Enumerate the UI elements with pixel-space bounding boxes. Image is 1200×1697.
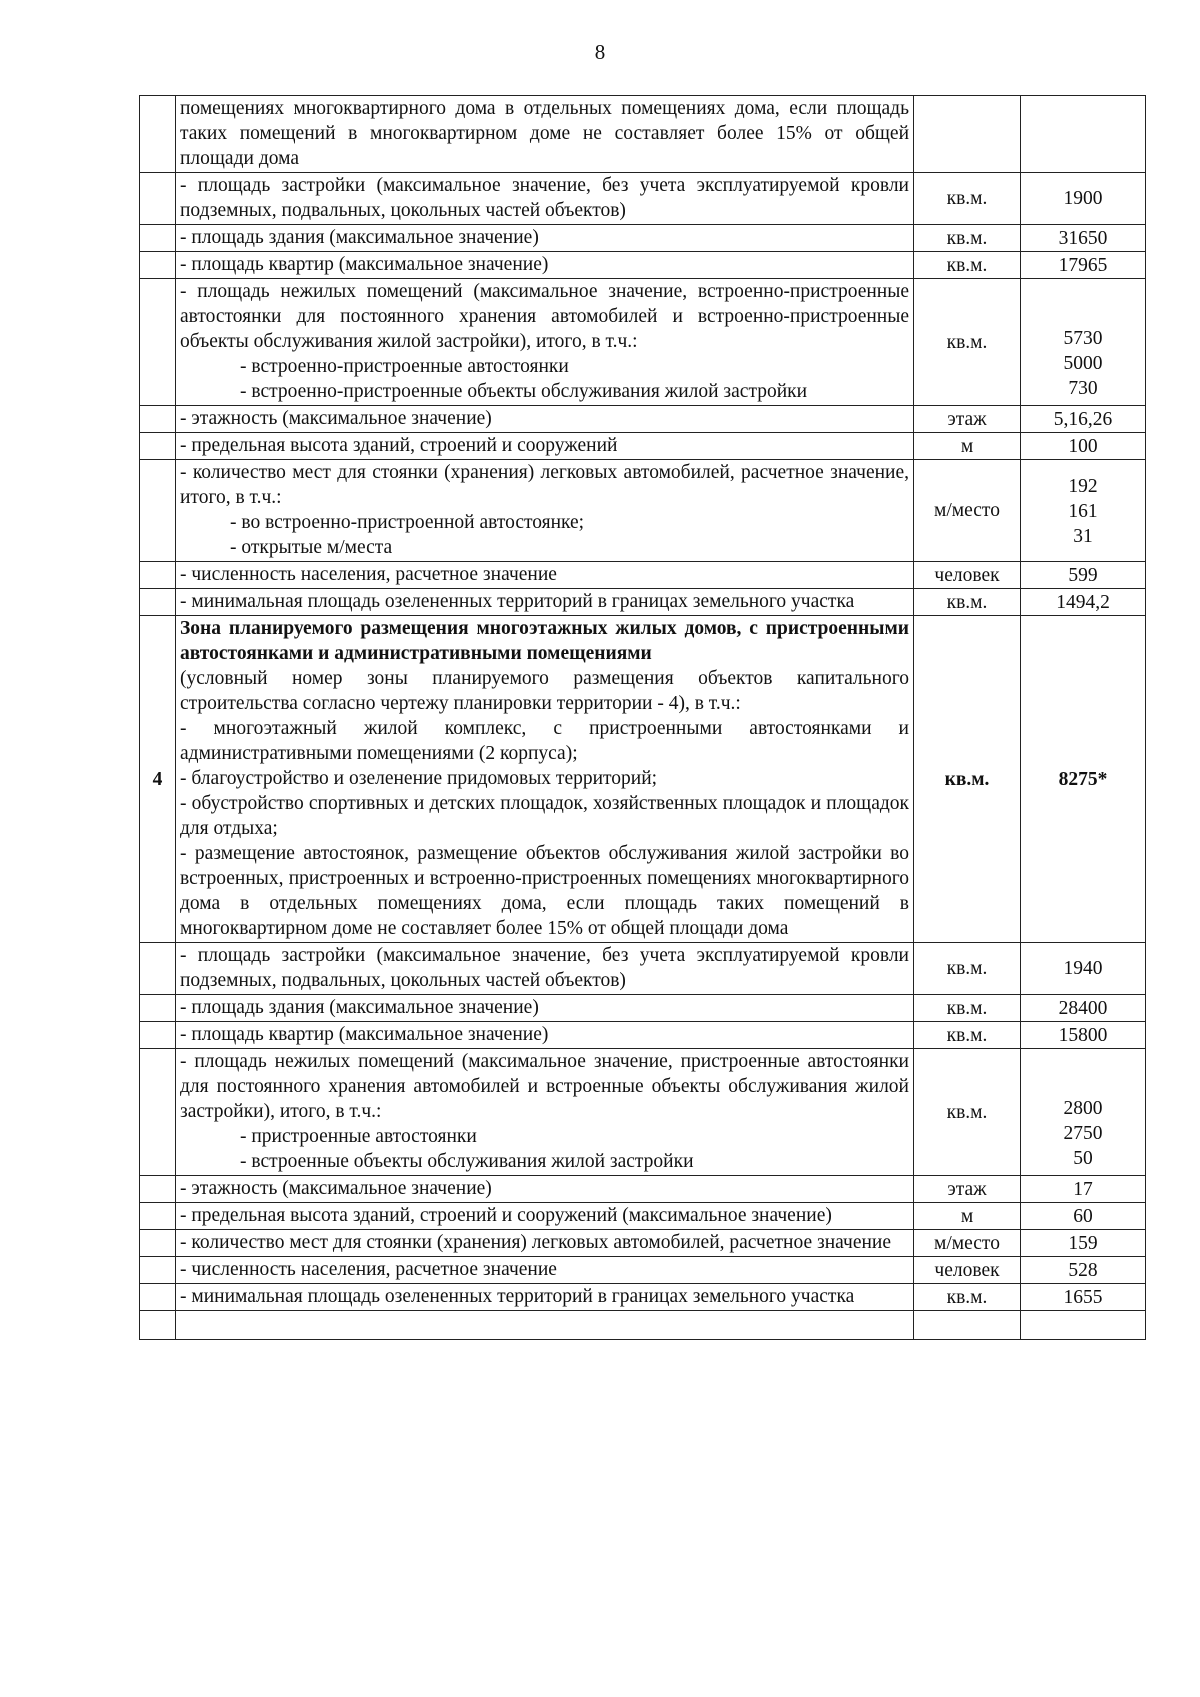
description-cell [176, 562, 914, 589]
unit-cell: человек [914, 1257, 1021, 1284]
empty-cell [176, 1311, 914, 1340]
table-row [140, 589, 1146, 616]
description-text: - предельная высота зданий, строений и сооружений (максимальное значение) [180, 1205, 832, 1226]
unit-cell: м/место [914, 460, 1021, 562]
description-text: - минимальная площадь озелененных территорий в границах земельного участка [180, 1286, 855, 1307]
row-number-cell [140, 943, 176, 995]
table-row [140, 225, 1146, 252]
value-text: 8275* [1058, 768, 1108, 790]
description-cell [176, 1022, 914, 1049]
row-number-cell [140, 1049, 176, 1176]
parameters-table [139, 95, 1146, 1340]
table-row [140, 1284, 1146, 1311]
description-text: - размещение автостоянок, размещение объектов обслуживания жилой застройки во встроенных, пристроенных и встроенно-пристроенных помещениях многоквартирного дома в отдельных помещениях дома, если площадь таких помещений в многоквартирном доме не составляет более 15% от общей площади дома [180, 843, 909, 939]
description-text: - минимальная площадь озелененных территорий в границах земельного участка [180, 591, 855, 612]
row-number-cell [140, 225, 176, 252]
description-cell [176, 460, 914, 562]
unit-cell: кв.м. [914, 995, 1021, 1022]
table-row [140, 433, 1146, 460]
value-text: 100 [1068, 435, 1098, 457]
value-text: 1494,2 [1056, 591, 1110, 613]
unit-cell: кв.м. [914, 1022, 1021, 1049]
table-row [140, 96, 1146, 173]
unit-cell: кв.м. [914, 279, 1021, 406]
description-text: - численность населения, расчетное значение [180, 564, 557, 585]
zone-header-row [140, 616, 1146, 943]
row-number-cell [140, 1176, 176, 1203]
unit-cell: кв.м. [914, 1049, 1021, 1176]
sub-item-text: - встроенно-пристроенные объекты обслуживания жилой застройки [240, 381, 808, 402]
value-cell [1021, 616, 1146, 943]
description-cell [176, 995, 914, 1022]
sub-item-text: - открытые м/места [230, 537, 393, 558]
table-row [140, 460, 1146, 562]
value-cell [1021, 406, 1146, 433]
value-text: 5730 [1063, 328, 1103, 349]
unit-cell: м [914, 1203, 1021, 1230]
description-cell [176, 96, 914, 173]
value-cell [1021, 433, 1146, 460]
value-text: 599 [1068, 564, 1098, 586]
value-text: 1940 [1063, 958, 1103, 979]
description-cell [176, 1176, 914, 1203]
unit-cell: этаж [914, 406, 1021, 433]
row-number-cell [140, 1022, 176, 1049]
description-cell [176, 943, 914, 995]
table-row [140, 1176, 1146, 1203]
unit-cell: кв.м. [914, 589, 1021, 616]
value-cell [1021, 1230, 1146, 1257]
value-cell [1021, 589, 1146, 616]
unit-cell: этаж [914, 1176, 1021, 1203]
description-cell [176, 1284, 914, 1311]
description-text: - площадь застройки (максимальное значение, без учета эксплуатируемой кровли подземных, подвальных, цокольных частей объектов) [180, 945, 909, 991]
value-text: 161 [1068, 501, 1098, 522]
row-number-cell [140, 1284, 176, 1311]
description-text: - количество мест для стоянки (хранения) легковых автомобилей, расчетное значение [180, 1232, 891, 1253]
value-cell [1021, 252, 1146, 279]
value-text: 50 [1073, 1148, 1093, 1169]
row-number-cell [140, 1230, 176, 1257]
description-cell [176, 433, 914, 460]
value-cell [1021, 1022, 1146, 1049]
row-number-cell: 4 [140, 616, 176, 943]
description-cell [176, 1049, 914, 1176]
row-number-cell [140, 1257, 176, 1284]
row-number-cell [140, 1203, 176, 1230]
table-row [140, 1049, 1146, 1176]
description-cell [176, 252, 914, 279]
row-number-cell [140, 279, 176, 406]
description-text: - многоэтажный жилой комплекс, с пристроенными автостоянками и административными помещениями (2 корпуса); [180, 718, 909, 764]
row-number-cell [140, 252, 176, 279]
row-number-cell [140, 96, 176, 173]
description-text: - площадь застройки (максимальное значение, без учета эксплуатируемой кровли подземных, подвальных, цокольных частей объектов) [180, 175, 909, 221]
value-text: 1655 [1063, 1286, 1103, 1308]
value-text: 5000 [1063, 353, 1103, 374]
unit-cell: кв.м. [914, 1284, 1021, 1311]
description-text: - благоустройство и озеленение придомовых территорий; [180, 768, 658, 789]
unit-cell: кв.м. [914, 252, 1021, 279]
table-row [140, 562, 1146, 589]
value-cell [1021, 96, 1146, 173]
description-text: - площадь квартир (максимальное значение) [180, 254, 549, 275]
unit-cell [914, 96, 1021, 173]
value-cell [1021, 943, 1146, 995]
value-text: 31 [1073, 526, 1093, 547]
value-text: 730 [1068, 378, 1098, 399]
table-row [140, 943, 1146, 995]
value-cell [1021, 1203, 1146, 1230]
description-cell [176, 1230, 914, 1257]
value-text: 2800 [1063, 1098, 1103, 1119]
value-cell [1021, 1284, 1146, 1311]
description-cell [176, 1203, 914, 1230]
zone-title: Зона планируемого размещения многоэтажных жилых домов, с пристроенными автостоянками и административными помещениями [180, 618, 909, 664]
sub-item-text: - встроенно-пристроенные автостоянки [240, 356, 569, 377]
unit-cell: м/место [914, 1230, 1021, 1257]
description-text: - этажность (максимальное значение) [180, 408, 492, 429]
description-text: помещениях многоквартирного дома в отдельных помещениях дома, если площадь таких помещений в многоквартирном доме не составляет более 15% от общей площади дома [180, 98, 909, 169]
value-cell [1021, 460, 1146, 562]
row-number-cell [140, 460, 176, 562]
value-text: 28400 [1058, 997, 1108, 1019]
row-number-cell [140, 589, 176, 616]
description-cell [176, 406, 914, 433]
value-cell [1021, 1257, 1146, 1284]
value-text: 15800 [1058, 1024, 1108, 1046]
table-row [140, 252, 1146, 279]
description-text: - численность населения, расчетное значение [180, 1259, 557, 1280]
description-text: - количество мест для стоянки (хранения) легковых автомобилей, расчетное значение, итого, в т.ч.: [180, 462, 909, 508]
value-text: 17 [1073, 1178, 1093, 1200]
row-number-cell [140, 406, 176, 433]
description-cell [176, 279, 914, 406]
table-row [140, 1230, 1146, 1257]
description-cell [176, 616, 914, 943]
description-cell [176, 1257, 914, 1284]
value-cell [1021, 173, 1146, 225]
value-text: 192 [1068, 476, 1098, 497]
row-number-cell [140, 562, 176, 589]
sub-item-text: - встроенные объекты обслуживания жилой застройки [240, 1151, 694, 1172]
description-text: - предельная высота зданий, строений и сооружений [180, 435, 618, 456]
row-number-cell [140, 433, 176, 460]
description-text: - обустройство спортивных и детских площадок, хозяйственных площадок и площадок для отдыха; [180, 793, 909, 839]
value-text: 5,16,26 [1053, 408, 1113, 430]
table-row [140, 406, 1146, 433]
table-body [140, 96, 1146, 1340]
value-cell [1021, 225, 1146, 252]
unit-cell: кв.м. [914, 943, 1021, 995]
empty-cell [914, 1311, 1021, 1340]
description-text: - этажность (максимальное значение) [180, 1178, 492, 1199]
unit-cell: человек [914, 562, 1021, 589]
row-number-cell [140, 995, 176, 1022]
value-text: 159 [1068, 1232, 1098, 1254]
page-number: 8 [594, 40, 606, 64]
unit-cell: кв.м. [914, 173, 1021, 225]
value-cell [1021, 279, 1146, 406]
table-row [140, 279, 1146, 406]
table-row [140, 1257, 1146, 1284]
unit-cell: м [914, 433, 1021, 460]
table-row [140, 995, 1146, 1022]
value-text: 17965 [1058, 254, 1108, 276]
row-number-cell [140, 173, 176, 225]
unit-cell: кв.м. [914, 616, 1021, 943]
empty-row [140, 1311, 1146, 1340]
description-text: (условный номер зоны планируемого размещения объектов капитального строительства согласно чертежу планировки территории - 4), в т.ч.: [180, 668, 909, 714]
description-text: - площадь квартир (максимальное значение) [180, 1024, 549, 1045]
value-cell [1021, 562, 1146, 589]
description-text: - площадь нежилых помещений (максимальное значение, встроенно-пристроенные автостоянки для постоянного хранения автомобилей и встроенно-пристроенные объекты обслуживания жилой застройки), итого, в т.ч.: [180, 281, 909, 352]
sub-item-text: - пристроенные автостоянки [240, 1126, 477, 1147]
table-row [140, 1022, 1146, 1049]
unit-cell: кв.м. [914, 225, 1021, 252]
description-text: - площадь здания (максимальное значение) [180, 997, 539, 1018]
value-cell [1021, 1049, 1146, 1176]
table-row [140, 173, 1146, 225]
value-cell [1021, 995, 1146, 1022]
description-text: - площадь нежилых помещений (максимальное значение, пристроенные автостоянки для постоянного хранения автомобилей и встроенные объекты обслуживания жилой застройки), итого, в т.ч.: [180, 1051, 909, 1122]
description-cell [176, 589, 914, 616]
empty-cell [140, 1311, 176, 1340]
value-text: 1900 [1063, 188, 1103, 209]
description-cell [176, 173, 914, 225]
table-row [140, 1203, 1146, 1230]
value-text: 2750 [1063, 1123, 1103, 1144]
value-cell [1021, 1176, 1146, 1203]
value-text: 60 [1073, 1205, 1093, 1227]
empty-cell [1021, 1311, 1146, 1340]
value-text: 31650 [1058, 227, 1108, 249]
value-text: 528 [1068, 1259, 1098, 1281]
sub-item-text: - во встроенно-пристроенной автостоянке; [230, 512, 585, 533]
description-text: - площадь здания (максимальное значение) [180, 227, 539, 248]
description-cell [176, 225, 914, 252]
